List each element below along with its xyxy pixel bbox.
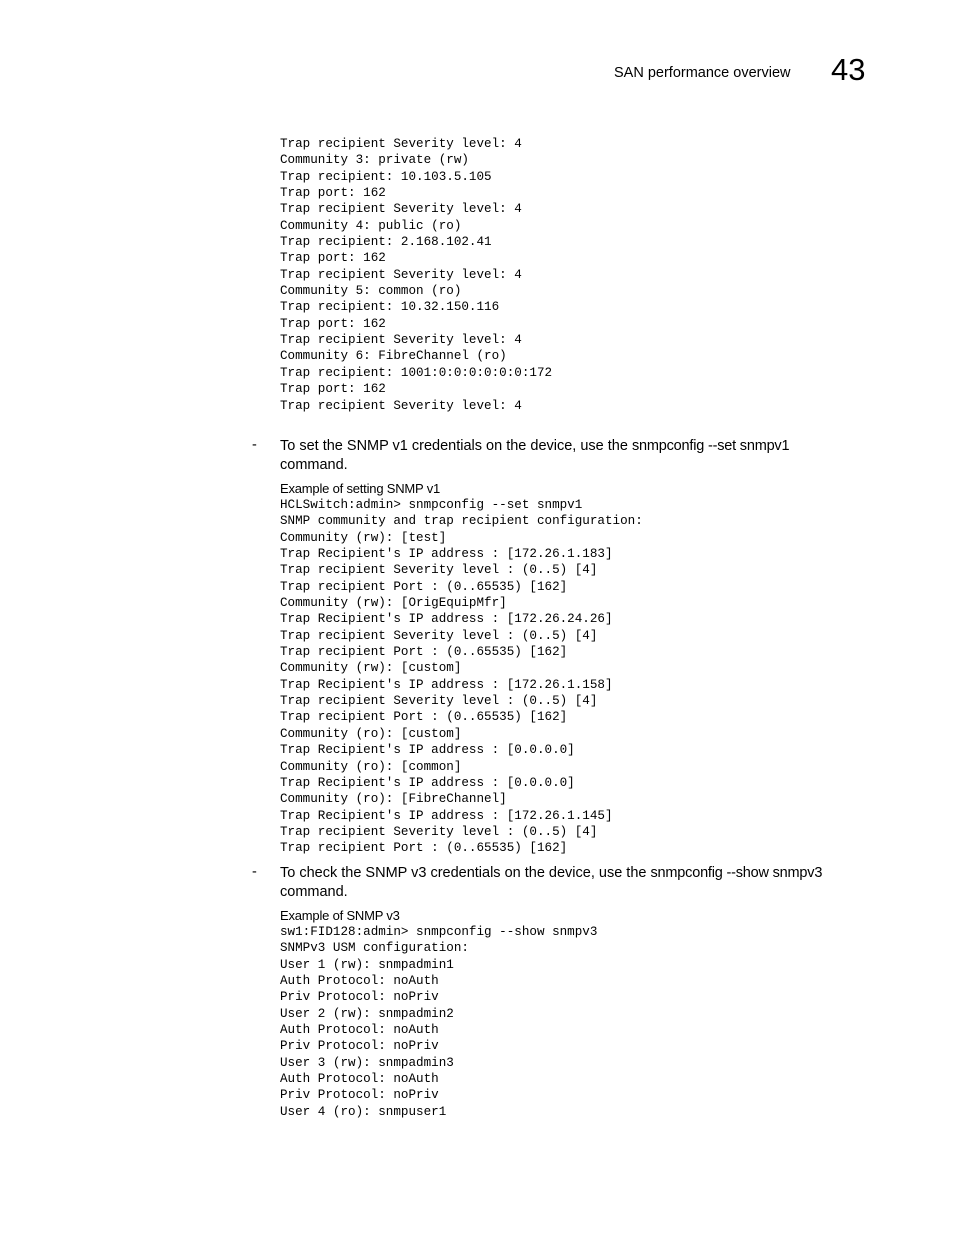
bullet-text-end: command. xyxy=(280,457,348,473)
bullet-dash: - xyxy=(252,437,257,453)
code-block-show-snmpv3: sw1:FID128:admin> snmpconfig --show snmpv3 SNMPv3 USM configuration: User 1 (rw): snmpadmin1 Auth Protocol: noAuth Priv Protocol: noPriv User 2 (rw): snmpadmin2 Auth Protocol: noAuth Priv Protocol: noPriv User 3 (rw): snmpadmin3 Auth Protocol: noAuth Priv Protocol: noPriv User 4 (ro): snmpuser1 xyxy=(280,925,598,1119)
code-block-community-list: Trap recipient Severity level: 4 Community 3: private (rw) Trap recipient: 10.103.5.105 Trap port: 162 Trap recipient Severity level: 4 Community 4: public (ro) Trap recipient: 2.168.102.41 Trap port: 162 Trap recipient Severity level: 4 Community 5: common (ro) Trap recipient: 10.32.150.116 Trap port: 162 Trap recipient Severity level: 4 Community 6: FibreChannel (ro) Trap recipient: 1001:0:0:0:0:0:0:172 Trap port: 162 Trap recipient Severity level: 4 xyxy=(280,137,553,413)
bullet-text: To check the SNMP v3 credentials on the device, use the xyxy=(280,865,651,881)
bullet-text-end: command. xyxy=(280,884,348,900)
command-name: snmpconfig --set snmpv1 xyxy=(631,438,790,454)
code-block-set-snmpv1: HCLSwitch:admin> snmpconfig --set snmpv1 SNMP community and trap recipient configuration: Community (rw): [test] Trap Recipient's IP address : [172.26.1.183] Trap recipient Severity level : (0..5) [4] Trap recipient Port : (0..65535) [162] Community (rw): [OrigEquipMfr] Trap Recipient's IP address : [172.26.24.26] Trap recipient Severity level : (0..5) [4] Trap recipient Port : (0..65535) [162] Community (rw): [custom] Trap Recipient's IP address : [172.26.1.158] Trap recipient Severity level : (0..5) [4] Trap recipient Port : (0..65535) [162] Community (ro): [custom] Trap Recipient's IP address : [0.0.0.0] Community (ro): [common] Trap Recipient's IP address : [0.0.0.0] Community (ro): [FibreChannel] Trap Recipient's IP address : [172.26.1.145] Trap recipient Severity level : (0..5) [4] Trap recipient Port : (0..65535) [162] xyxy=(280,498,643,856)
example-heading: Example of setting SNMP v1 xyxy=(280,481,441,496)
command-name: snmpconfig --show snmpv3 xyxy=(650,865,823,881)
example-heading: Example of SNMP v3 xyxy=(280,908,400,923)
section-title: SAN performance overview xyxy=(614,65,791,81)
bullet-text: To set the SNMP v1 credentials on the device, use the xyxy=(280,438,632,454)
bullet-show-snmpv3 xyxy=(280,864,850,902)
bullet-dash: - xyxy=(252,864,257,880)
chapter-number: 43 xyxy=(831,52,866,87)
bullet-set-snmpv1 xyxy=(280,437,850,475)
